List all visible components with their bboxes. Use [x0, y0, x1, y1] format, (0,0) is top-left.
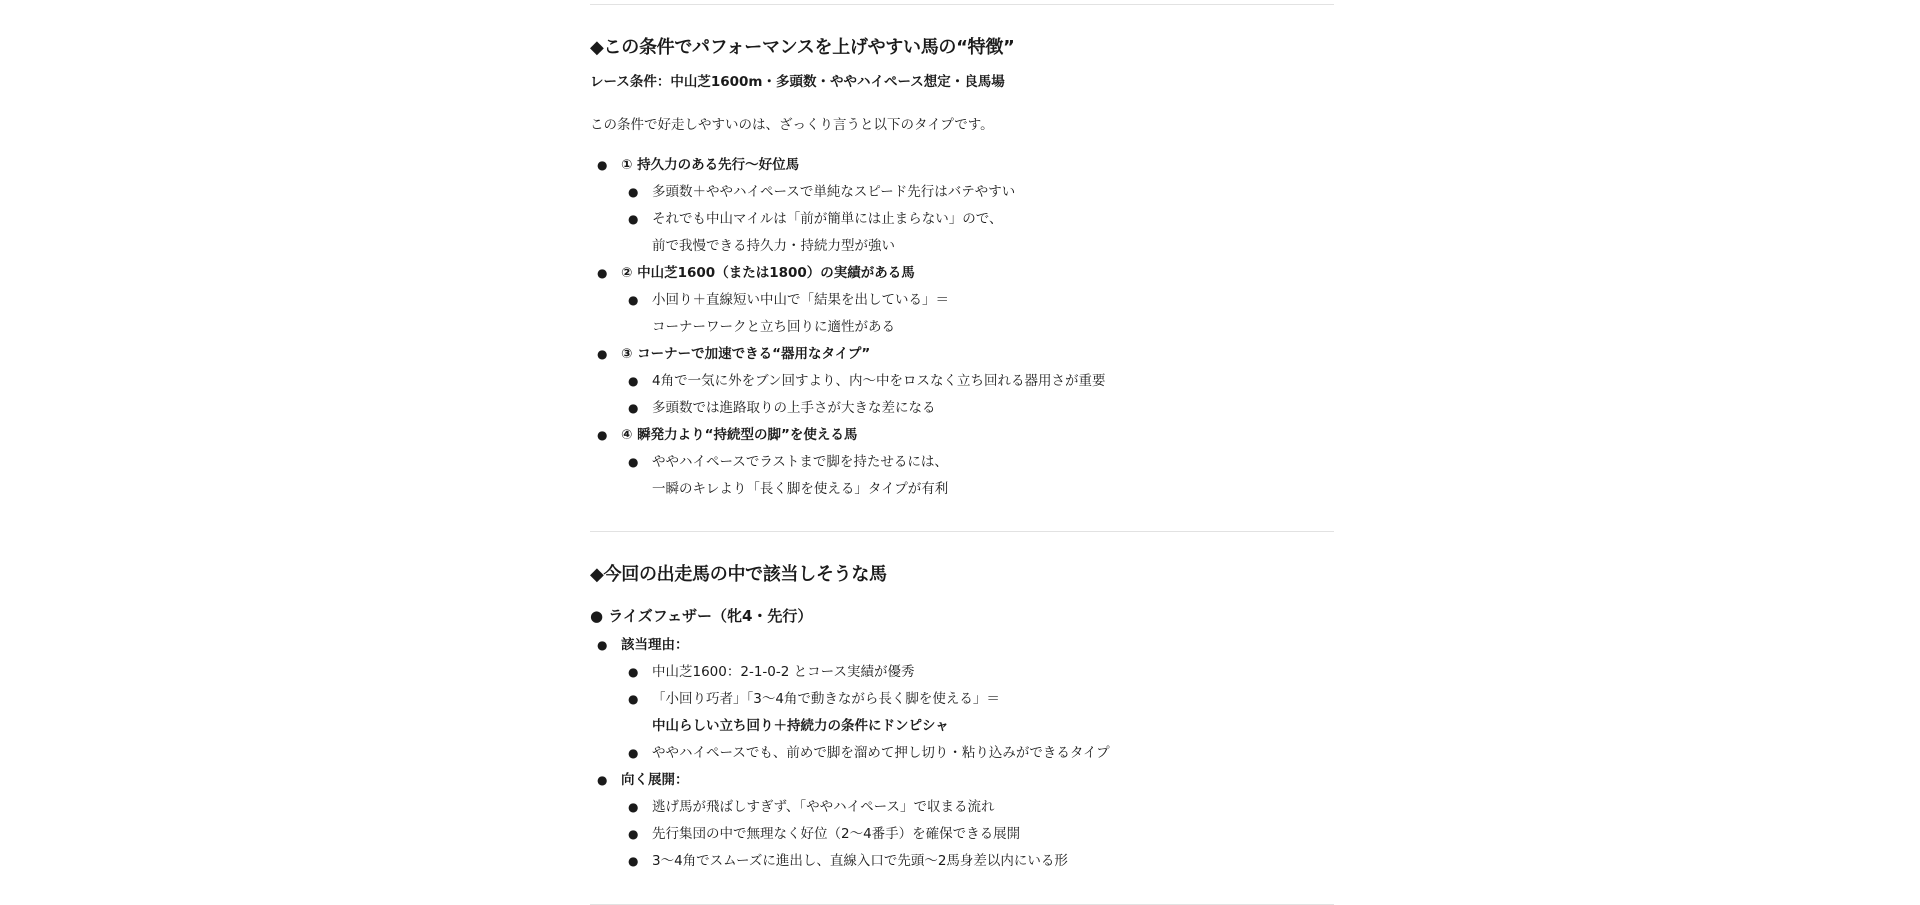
list-bullet: ●	[597, 773, 608, 787]
race-condition: レース条件：中山芝1600m・多頭数・ややハイペース想定・良馬場	[590, 74, 1005, 90]
reason-item-emphasis: 中山らしい立ち回り＋持続力の条件にドンピシャ	[652, 718, 949, 734]
section1-heading: ◆この条件でパフォーマンスを上げやすい馬の“特徴”	[590, 37, 1015, 58]
feature-item-title: ② 中山芝1600（または1800）の実績がある馬	[621, 265, 915, 281]
list-bullet: ●	[628, 746, 639, 760]
list-bullet: ●	[628, 401, 639, 415]
feature-subitem-continuation: 前で我慢できる持久力・持続力型が強い	[652, 238, 895, 254]
feature-subitem: 多頭数＋ややハイペースで単純なスピード先行はバテやすい	[652, 184, 1016, 200]
list-bullet: ●	[597, 428, 608, 442]
section2-heading: ◆今回の出走馬の中で該当しそうな馬	[590, 564, 887, 585]
feature-item-title: ① 持久力のある先行〜好位馬	[621, 157, 800, 173]
feature-subitem: ややハイペースでラストまで脚を持たせるには、	[652, 454, 948, 470]
list-bullet: ●	[628, 455, 639, 469]
reason-item: ややハイペースでも、前めで脚を溜めて押し切り・粘り込みができるタイプ	[652, 745, 1110, 761]
development-label: 向く展開：	[621, 772, 689, 788]
horse-name-heading: ● ライズフェザー（牝4・先行）	[590, 607, 813, 625]
development-item: 逃げ馬が飛ばしすぎず、「ややハイペース」で収まる流れ	[652, 799, 995, 815]
feature-subitem-continuation: コーナーワークと立ち回りに適性がある	[652, 319, 895, 335]
list-bullet: ●	[628, 374, 639, 388]
list-bullet: ●	[628, 293, 639, 307]
feature-subitem: 多頭数では進路取りの上手さが大きな差になる	[652, 400, 936, 416]
list-bullet: ●	[628, 800, 639, 814]
list-bullet: ●	[597, 266, 608, 280]
list-bullet: ●	[628, 212, 639, 226]
list-bullet: ●	[597, 347, 608, 361]
reason-item: 中山芝1600：2-1-0-2 とコース実績が優秀	[652, 664, 915, 680]
development-item: 先行集団の中で無理なく好位（2〜4番手）を確保できる展開	[652, 826, 1021, 842]
feature-subitem: 4角で一気に外をブン回すより、内〜中をロスなく立ち回れる器用さが重要	[652, 373, 1106, 389]
feature-subitem-continuation: 一瞬のキレより「長く脚を使える」タイプが有利	[652, 481, 949, 497]
reason-item: 「小回り巧者」「3〜4角で動きながら長く脚を使える」＝	[652, 691, 1000, 707]
feature-item-title: ③ コーナーで加速できる“器用なタイプ”	[621, 346, 871, 362]
list-bullet: ●	[628, 692, 639, 706]
reason-label: 該当理由：	[621, 637, 689, 653]
list-bullet: ●	[628, 854, 639, 868]
list-bullet: ●	[597, 158, 608, 172]
list-bullet: ●	[628, 665, 639, 679]
list-bullet: ●	[628, 185, 639, 199]
list-bullet: ●	[628, 827, 639, 841]
list-bullet: ●	[597, 638, 608, 652]
top-divider	[590, 4, 1334, 5]
section-divider	[590, 531, 1334, 532]
feature-item-title: ④ 瞬発力より“持続型の脚”を使える馬	[621, 427, 858, 443]
feature-subitem: それでも中山マイルは「前が簡単には止まらない」ので、	[652, 211, 1003, 227]
feature-subitem: 小回り＋直線短い中山で「結果を出している」＝	[652, 292, 949, 308]
section1-intro: この条件で好走しやすいのは、ざっくり言うと以下のタイプです。	[590, 117, 994, 133]
development-item: 3〜4角でスムーズに進出し、直線入口で先頭〜2馬身差以内にいる形	[652, 853, 1068, 869]
